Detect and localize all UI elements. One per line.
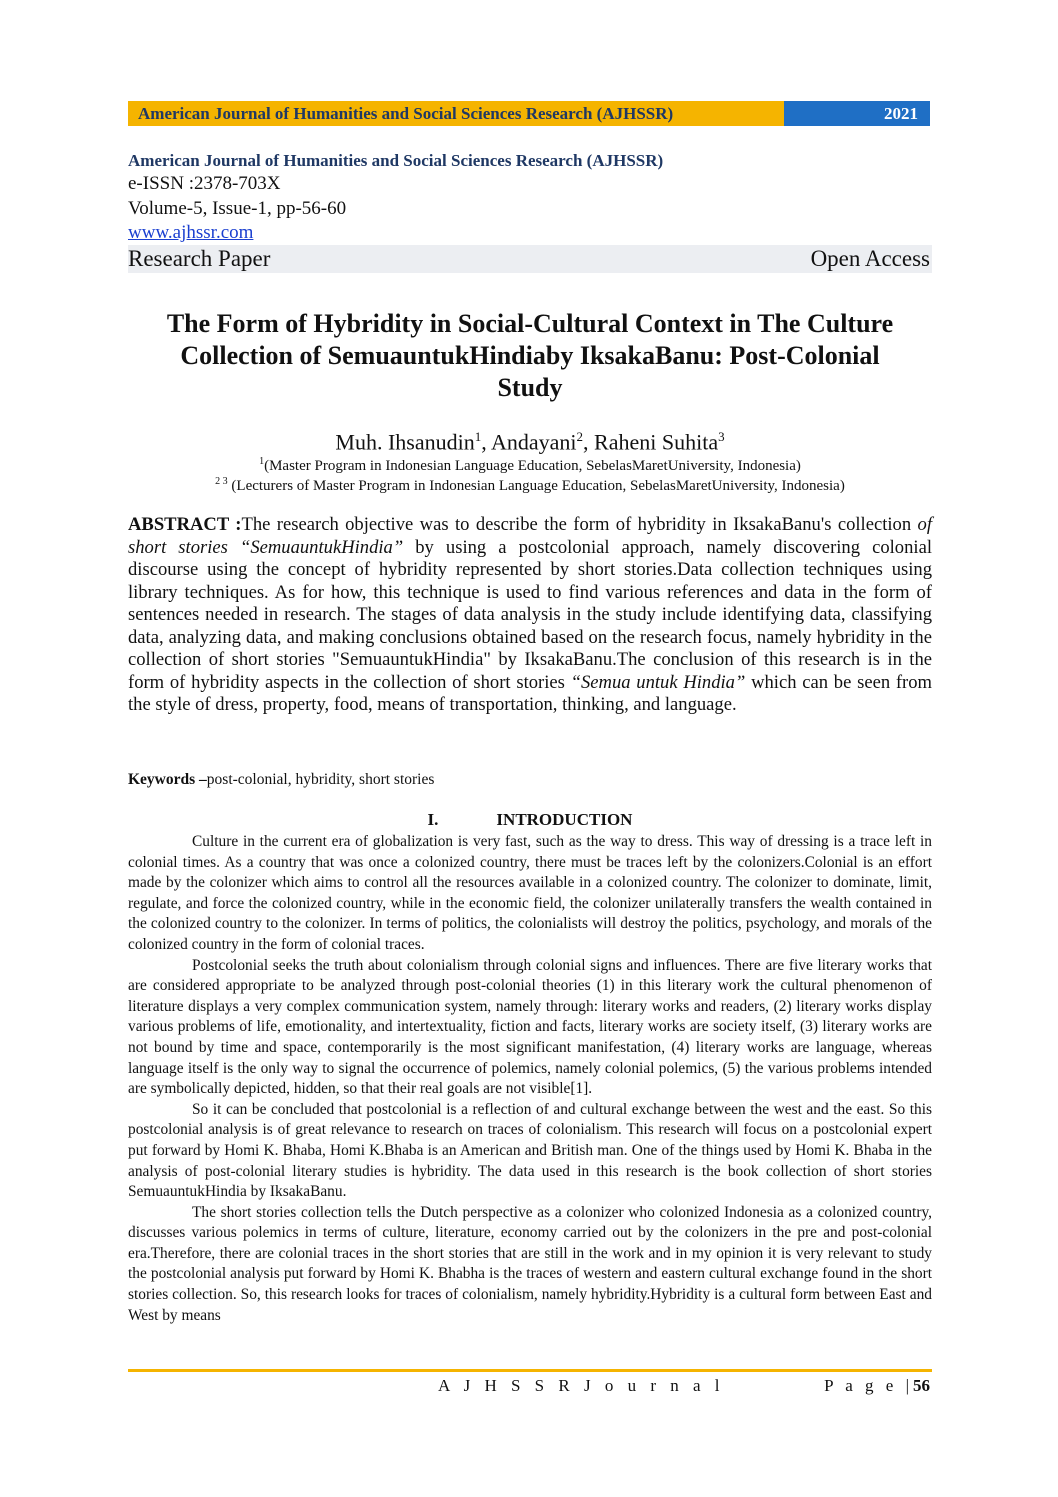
- paper-type-label: Research Paper: [128, 246, 271, 271]
- paper-type-band: [128, 245, 932, 273]
- keywords: [128, 770, 932, 790]
- paper-title-line: Study: [497, 373, 563, 402]
- abstract-text: The research objective was to describe the form of hybridity in IksakaBanu's collection: [241, 514, 918, 535]
- abstract-italic-text: “Semua untuk Hindia”: [570, 671, 746, 693]
- keywords-text: post-colonial, hybridity, short stories: [206, 771, 435, 788]
- author-separator: ,: [481, 429, 492, 455]
- affiliation-1: [128, 453, 932, 475]
- abstract-text: by using a postcolonial approach, namely discovering colonial discourse using the concept of hybridity represented by short stories.Data collection techniques using library techniques. As for how, this technique is used to find various references and data in the form of sentences needed in research. The stages of data analysis in the study include identifying data, classifying data, analyzing data, and making conclusions obtained based on the research focus, namely hybridity in the collection of short stories "SemuauntukHindia" by IksakaBanu.The conclusion of this research is in the form of hybridity aspects in the collection of short stories: [128, 536, 932, 693]
- author-affiliation-mark: 3: [718, 429, 725, 444]
- affiliation-2: [128, 473, 932, 495]
- abstract-label: ABSTRACT :: [128, 514, 242, 535]
- running-header-year: 2021: [784, 101, 930, 126]
- author-list: [128, 424, 932, 455]
- masthead-issn: e-ISSN :2378-703X: [128, 173, 281, 194]
- author-name: Muh. Ihsanudin: [335, 429, 475, 455]
- masthead-volume: Volume-5, Issue-1, pp-56-60: [128, 198, 347, 219]
- body-text: [128, 832, 932, 1326]
- affiliation-mark: 1: [259, 456, 265, 467]
- body-paragraph: Culture in the current era of globalization is very fast, such as the way to dress. This way of dressing is a trace left in colonial times. As a country that was once a colonized country, there must be traces left by the colonizers.Colonial is an effort made by the colonizer which aims to control all the resources available in a colonized country. The colonizer to dominate, limit, regulate, and force the colonized country, while in the economic field, the colonizer unilaterally transfers the wealth contained in the colonized country to the colonizer. In terms of politics, the colonialists will destroy the politics, psychology, and morals of the colonized country in the form of colonial traces.: [128, 833, 932, 953]
- paper-title: [128, 308, 932, 404]
- footer-journal: A J H S S R J o u r n a l: [438, 1376, 725, 1395]
- author-name: Andayani: [491, 429, 577, 455]
- keywords-label: Keywords –: [128, 771, 207, 788]
- masthead-journal-name: American Journal of Humanities and Social Sciences Research (AJHSSR): [128, 151, 664, 170]
- author-affiliation-mark: 2: [576, 429, 584, 444]
- abstract-text: which can be seen from the style of dress, property, food, means of transportation, thinking, and language.: [128, 671, 933, 715]
- body-paragraph: The short stories collection tells the Dutch perspective as a colonizer who colonized Indonesia as a colonized country, discusses various polemics in terms of culture, literature, economy carried out by the colonizers in the pre and post-colonial era.Therefore, there are colonial traces in the short stories that are still in the work and in my opinion it is very relevant to study the postcolonial analysis put forward by Homi K. Bhabha is the traces of western and eastern cultural exchange found in the short stories collection. So, this research looks for traces of colonialism, namely hybridity.Hybridity is a cultural form between East and West by means: [128, 1203, 932, 1324]
- masthead: [128, 150, 932, 273]
- footer-page-label: P a g e |: [824, 1376, 913, 1395]
- section-heading: [128, 810, 932, 830]
- footer-page-number: 56: [913, 1376, 930, 1395]
- affiliation-text: (Lecturers of Master Program in Indonesian Language Education, SebelasMaretUniversity, Indonesia): [227, 478, 845, 494]
- paper-title-line: The Form of Hybridity in Social-Cultural Context in The Culture: [166, 309, 894, 338]
- footer-page: [824, 1376, 930, 1396]
- author-name: Raheni Suhita: [594, 429, 719, 455]
- affiliation-text: (Master Program in Indonesian Language Education, SebelasMaretUniversity, Indonesia): [264, 458, 801, 474]
- access-label: Open Access: [810, 246, 930, 271]
- abstract: [128, 514, 932, 717]
- abstract-italic-text: of short stories “SemuauntukHindia”: [128, 514, 932, 558]
- affiliation-mark: 2 3: [215, 476, 228, 487]
- running-header: [128, 101, 930, 126]
- section-number: I.: [427, 810, 439, 829]
- paper-title-line: Collection of SemuauntukHindiaby IksakaBanu: Post-Colonial: [180, 341, 880, 370]
- body-paragraph: Postcolonial seeks the truth about colonialism through colonial signs and influences. There are five literary works that are considered appropriate to be analyzed through post-colonial theories (1) in this literary work the cultural phenomenon of literature displays a very complex communication system, namely through: literary works and readers, (2) literary works display various problems of life, emotionality, and intertextuality, fiction and facts, literary works are society itself, (3) literary works are not bound by time and space, contemporarily is the most significant manifestation, (4) literary works are language, whereas language itself is the only way to signal the occurrence of polemics, namely colonial polemics, (5) the various problems intended are symbolically depicted, hidden, so that their real goals are not visible[1].: [128, 956, 932, 1098]
- author-affiliation-mark: 1: [474, 429, 482, 444]
- running-header-journal: American Journal of Humanities and Social Sciences Research (AJHSSR): [128, 101, 784, 126]
- body-paragraph: So it can be concluded that postcolonial is a reflection of and cultural exchange between the west and the east. So this postcolonial analysis is of great relevance to research on traces of colonialism. This research will focus on a postcolonial expert put forward by Homi K. Bhaba, Homi K.Bhaba is an American and British man. One of the things used by Homi K. Bhaba in the analysis of post-colonial literary studies is hybridity. The data used in this research is the book collection of short stories SemuauntukHindia by IksakaBanu.: [128, 1100, 932, 1201]
- masthead-url-link[interactable]: www.ajhssr.com: [128, 222, 254, 243]
- section-title: INTRODUCTION: [496, 810, 633, 829]
- footer-rule: [128, 1369, 932, 1372]
- author-separator: ,: [583, 429, 595, 455]
